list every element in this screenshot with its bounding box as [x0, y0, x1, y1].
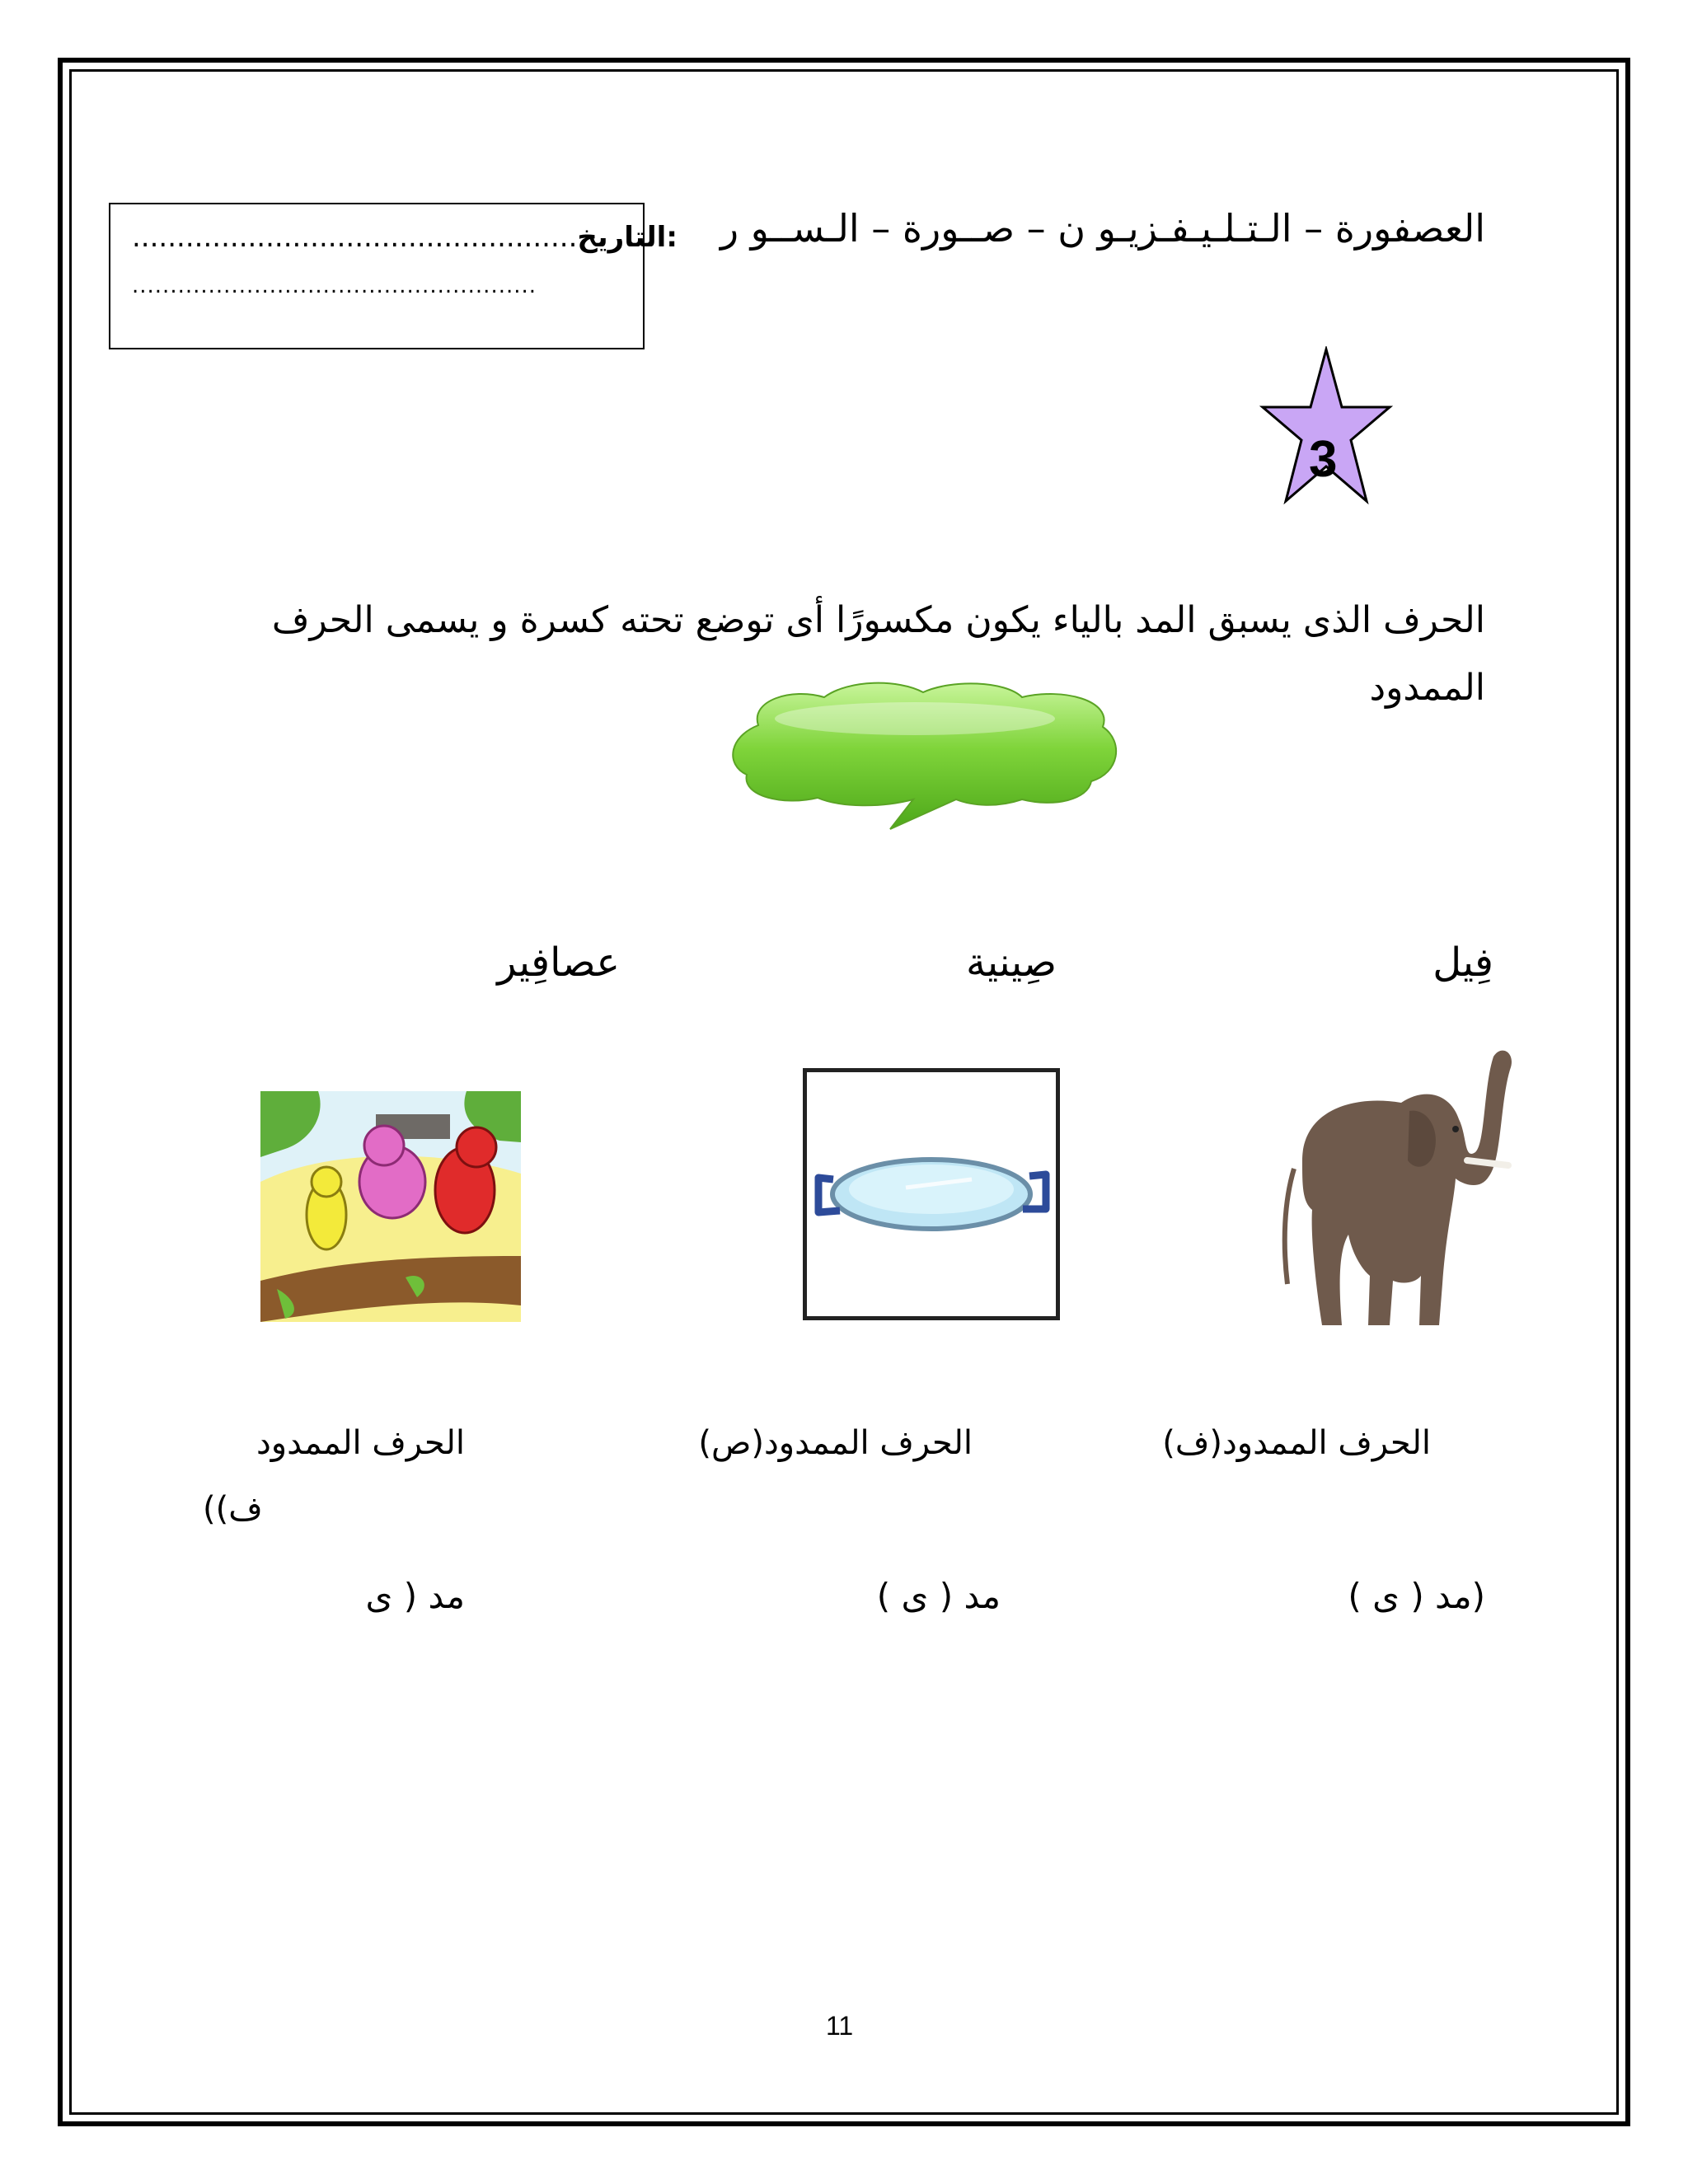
madd-label-birds: مد ( ى — [365, 1576, 465, 1616]
madd-label-elephant: (مد ( ى ) — [1348, 1576, 1485, 1616]
tray-picture — [803, 1068, 1060, 1320]
letter-label-tray: الحرف الممدود(ص) — [698, 1424, 973, 1462]
birds-icon — [260, 1091, 521, 1322]
example-word-birds: عصافِير — [497, 940, 620, 986]
date-dots: .................................................. — [132, 221, 578, 254]
example-word-tray: صِينية — [966, 940, 1057, 986]
word-list: العصفورة – الـتـلـيـفـزيـو ن – صــورة – الـســو ر — [720, 206, 1485, 251]
elephant-picture — [1269, 1037, 1517, 1333]
letter-label-birds: الحرف الممدود — [256, 1424, 465, 1462]
date-line — [132, 221, 678, 254]
page-number: 11 — [826, 2011, 854, 2041]
speech-cloud-icon — [725, 676, 1124, 832]
date-dots-line: ..................................................... — [132, 274, 537, 298]
rule-text: الحرف الذى يسبق المد بالياء يكون مكسورًا أى توضع تحته كسرة و يسمى الحرف الممدود — [271, 599, 1485, 709]
date-box — [109, 203, 678, 349]
example-word-elephant: فِيل — [1432, 940, 1493, 986]
birds-picture — [260, 1091, 521, 1322]
lesson-number: 3 — [1309, 431, 1338, 488]
madd-label-tray: مد ( ى ) — [876, 1576, 1001, 1616]
tray-icon — [807, 1072, 1056, 1316]
letter-label-birds-cont: ((ف — [203, 1490, 263, 1528]
speech-cloud — [725, 676, 1124, 832]
letter-label-elephant: الحرف الممدود(ف) — [1162, 1424, 1431, 1462]
date-label: التاريخ: — [577, 221, 678, 254]
elephant-icon — [1269, 1037, 1517, 1333]
